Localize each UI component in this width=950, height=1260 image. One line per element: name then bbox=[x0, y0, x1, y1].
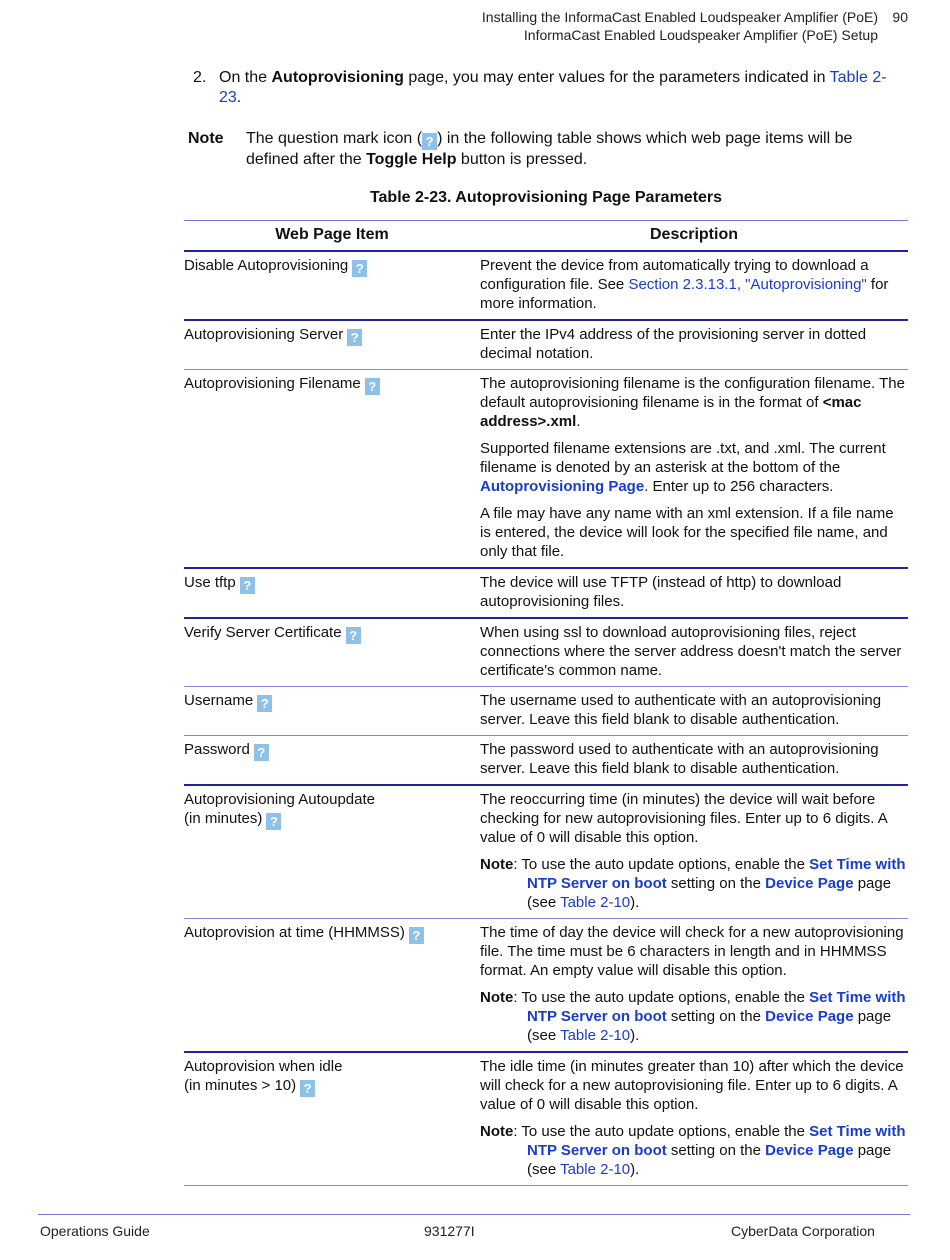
web-page-item-cell bbox=[184, 370, 480, 569]
web-page-item-cell bbox=[184, 919, 480, 1053]
inline-note-text: ). bbox=[630, 1161, 640, 1178]
description-cell bbox=[480, 370, 908, 569]
help-question-icon: ? bbox=[365, 378, 380, 395]
description-paragraph: The time of day the device will check for a new autoprovisioning file. The time must be 6 characters in length and in HHMMSS format. An empty value will disable this option. bbox=[480, 924, 904, 979]
parameters-table bbox=[184, 220, 908, 1186]
description-paragraph bbox=[480, 374, 908, 431]
description-cell bbox=[480, 919, 908, 1053]
device-page-link[interactable]: Device Page bbox=[765, 1142, 854, 1159]
filename-format: <mac address>.xml bbox=[480, 394, 862, 430]
inline-note-text: setting on the bbox=[666, 1008, 766, 1025]
inline-note bbox=[480, 988, 908, 1045]
table-row bbox=[184, 736, 908, 786]
help-question-icon: ? bbox=[266, 813, 281, 830]
step-text-mid: page, you may enter values for the parameters indicated in bbox=[403, 69, 830, 86]
inline-note-text: : To use the auto update options, enable the bbox=[513, 989, 810, 1006]
description-cell bbox=[480, 785, 908, 919]
footer-divider bbox=[38, 1214, 910, 1215]
item-name: Password bbox=[184, 741, 250, 758]
description-text: . Enter up to 256 characters. bbox=[644, 478, 834, 495]
web-page-item-cell bbox=[184, 736, 480, 786]
page-number: 90 bbox=[892, 9, 908, 25]
item-name: Username bbox=[184, 692, 254, 709]
description-text: The autoprovisioning filename is the configuration filename. The default autoprovisioning filename is in the format of bbox=[480, 375, 905, 411]
item-name: Autoprovisioning Autoupdate bbox=[184, 791, 375, 808]
step-text-end: . bbox=[236, 89, 242, 106]
help-question-icon: ? bbox=[257, 695, 272, 712]
help-question-icon: ? bbox=[254, 744, 269, 761]
inline-note-label: Note bbox=[480, 989, 514, 1006]
web-page-item-cell bbox=[184, 568, 480, 618]
table-caption: Table 2-23. Autoprovisioning Page Parameters bbox=[369, 189, 723, 206]
description-text: Prevent the device from automatically trying to download a configuration file. See bbox=[480, 257, 869, 293]
table-row bbox=[184, 919, 908, 1053]
table-row bbox=[184, 370, 908, 569]
table-2-10-link[interactable]: Table 2-10 bbox=[560, 1027, 631, 1044]
autoprovisioning-page-link[interactable]: Autoprovisioning Page bbox=[480, 478, 645, 495]
description-paragraph: The password used to authenticate with an autoprovisioning server. Leave this field blank to disable authentication. bbox=[480, 741, 879, 777]
description-text: for more information. bbox=[480, 276, 889, 312]
footer-company: CyberData Corporation bbox=[731, 1223, 875, 1239]
inline-note-text: : To use the auto update options, enable the bbox=[513, 1123, 810, 1140]
table-row bbox=[184, 251, 908, 320]
help-question-icon: ? bbox=[347, 329, 362, 346]
set-time-ntp-link[interactable]: Set Time with NTP Server on boot bbox=[527, 989, 906, 1025]
description-cell bbox=[480, 251, 908, 320]
description-paragraph: The idle time (in minutes greater than 10) after which the device will check for a new autoprovisioning file. Enter up to 6 digits. A value of 0 will disable this option. bbox=[480, 1058, 904, 1113]
inline-note bbox=[480, 1122, 908, 1179]
table-row bbox=[184, 320, 908, 370]
step-page-name: Autoprovisioning bbox=[271, 69, 404, 86]
table-row bbox=[184, 785, 908, 919]
item-name: Autoprovisioning Server bbox=[184, 326, 344, 343]
item-name: Autoprovisioning Filename bbox=[184, 375, 361, 392]
note-text bbox=[246, 129, 908, 170]
inline-note bbox=[480, 855, 908, 912]
table-row bbox=[184, 687, 908, 736]
item-name-unit: (in minutes) bbox=[184, 810, 263, 827]
item-name: Use tftp bbox=[184, 574, 236, 591]
note-text-mid: ) in the following table shows which web page items will be defined after the bbox=[246, 130, 853, 168]
help-question-icon: ? bbox=[240, 577, 255, 594]
running-header bbox=[482, 8, 908, 44]
inline-note-text: page (see bbox=[527, 875, 892, 911]
description-paragraph: When using ssl to download autoprovisioning files, reject connections where the server address doesn't match the server certificate's common name. bbox=[480, 624, 902, 679]
description-cell bbox=[480, 687, 908, 736]
description-cell bbox=[480, 618, 908, 687]
description-paragraph: The reoccurring time (in minutes) the device will wait before checking for new autoprovisioning files. Enter up to 6 digits. A value of 0 will disable this option. bbox=[480, 791, 887, 846]
note-text-end: button is pressed. bbox=[456, 151, 588, 168]
step-text bbox=[219, 68, 905, 108]
description-paragraph bbox=[480, 439, 908, 496]
inline-note-label: Note bbox=[480, 1123, 514, 1140]
note-label: Note bbox=[188, 130, 224, 147]
toggle-help-name: Toggle Help bbox=[366, 151, 457, 168]
table-row bbox=[184, 1052, 908, 1186]
header-chapter-title: Installing the InformaCast Enabled Loudspeaker Amplifier (PoE) bbox=[481, 9, 878, 25]
help-question-icon: ? bbox=[422, 133, 437, 150]
step-text-pre: On the bbox=[219, 69, 272, 86]
web-page-item-cell bbox=[184, 251, 480, 320]
inline-note-text: page (see bbox=[527, 1142, 892, 1178]
table-row bbox=[184, 568, 908, 618]
description-paragraph bbox=[480, 256, 908, 313]
description-text: Supported filename extensions are .txt, and .xml. The current filename is denoted by an asterisk at the bottom of the bbox=[480, 440, 886, 476]
help-question-icon: ? bbox=[352, 260, 367, 277]
description-cell bbox=[480, 736, 908, 786]
table-2-23-link[interactable]: Table 2-23 bbox=[219, 69, 887, 106]
help-question-icon: ? bbox=[409, 927, 424, 944]
description-paragraph: Enter the IPv4 address of the provisioning server in dotted decimal notation. bbox=[480, 326, 867, 362]
item-name: Autoprovision when idle bbox=[184, 1058, 343, 1075]
step-number: 2. bbox=[193, 69, 207, 86]
footer-document-number: 931277I bbox=[424, 1223, 475, 1239]
set-time-ntp-link[interactable]: Set Time with NTP Server on boot bbox=[527, 856, 906, 892]
description-text: . bbox=[576, 413, 581, 430]
set-time-ntp-link[interactable]: Set Time with NTP Server on boot bbox=[527, 1123, 906, 1159]
step-2 bbox=[193, 68, 905, 108]
device-page-link[interactable]: Device Page bbox=[765, 875, 854, 892]
item-name: Verify Server Certificate bbox=[184, 624, 342, 641]
description-cell bbox=[480, 568, 908, 618]
inline-note-text: : To use the auto update options, enable the bbox=[513, 856, 810, 873]
inline-note-text: ). bbox=[630, 1027, 640, 1044]
item-name: Disable Autoprovisioning bbox=[184, 257, 349, 274]
description-cell bbox=[480, 1052, 908, 1186]
help-question-icon: ? bbox=[300, 1080, 315, 1097]
column-header-description: Description bbox=[480, 221, 908, 252]
help-question-icon: ? bbox=[346, 627, 361, 644]
web-page-item-cell bbox=[184, 1052, 480, 1186]
description-paragraph: A file may have any name with an xml extension. If a file name is entered, the device will look for the specified file name, and only that file. bbox=[480, 505, 894, 560]
table-2-10-link[interactable]: Table 2-10 bbox=[560, 1161, 631, 1178]
device-page-link[interactable]: Device Page bbox=[765, 1008, 854, 1025]
table-row bbox=[184, 618, 908, 687]
table-header-row bbox=[184, 221, 908, 252]
inline-note-text: page (see bbox=[527, 1008, 892, 1044]
web-page-item-cell bbox=[184, 785, 480, 919]
table-2-10-link[interactable]: Table 2-10 bbox=[560, 894, 631, 911]
web-page-item-cell bbox=[184, 687, 480, 736]
column-header-web-page-item: Web Page Item bbox=[184, 221, 480, 252]
description-paragraph: The username used to authenticate with an autoprovisioning server. Leave this field blank to disable authentication. bbox=[480, 692, 882, 728]
footer-document-title: Operations Guide bbox=[40, 1223, 150, 1239]
header-line-1 bbox=[482, 8, 908, 26]
inline-note-text: ). bbox=[630, 894, 640, 911]
header-section-title: InformaCast Enabled Loudspeaker Amplifier (PoE) Setup bbox=[523, 27, 878, 43]
web-page-item-cell bbox=[184, 618, 480, 687]
inline-note-label: Note bbox=[480, 856, 514, 873]
description-cell bbox=[480, 320, 908, 370]
item-name-unit: (in minutes > 10) bbox=[184, 1077, 297, 1094]
note-callout bbox=[188, 129, 908, 170]
web-page-item-cell bbox=[184, 320, 480, 370]
inline-note-text: setting on the bbox=[666, 875, 766, 892]
description-paragraph: The device will use TFTP (instead of http) to download autoprovisioning files. bbox=[480, 574, 842, 610]
section-2-3-13-1-link[interactable]: Section 2.3.13.1, "Autoprovisioning" bbox=[628, 276, 867, 293]
note-text-pre: The question mark icon ( bbox=[246, 130, 423, 147]
inline-note-text: setting on the bbox=[666, 1142, 766, 1159]
item-name: Autoprovision at time (HHMMSS) bbox=[184, 924, 405, 941]
